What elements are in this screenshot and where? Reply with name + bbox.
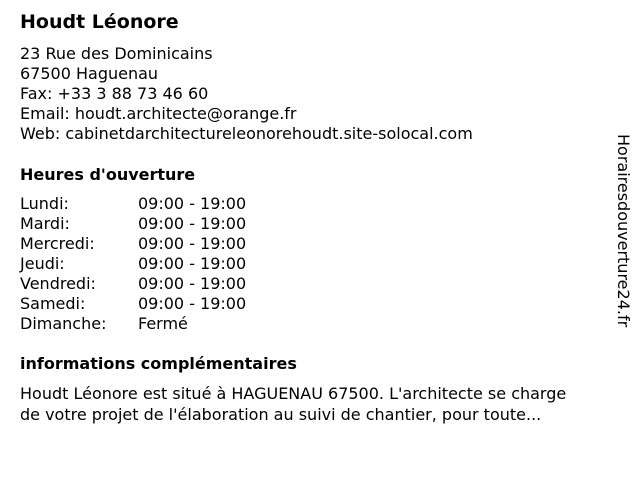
hours-row-friday: [20, 274, 320, 294]
hours-time-value: 09:00 - 19:00: [138, 194, 247, 213]
info-line: de votre projet de l'élaboration au suivi de chantier, pour toute...: [20, 405, 542, 424]
contact-block: [20, 44, 473, 144]
address-city: 67500 Haguenau: [20, 64, 159, 83]
fax-number: Fax: +33 3 88 73 46 60: [20, 84, 209, 103]
site-brand-watermark: [611, 134, 635, 370]
hours-row-saturday: [20, 294, 320, 314]
hours-time-value: 09:00 - 19:00: [138, 214, 247, 233]
hours-day-label: Lundi:: [20, 194, 69, 213]
site-brand-text: Horairesdouverture24.fr: [614, 134, 633, 328]
additional-info-heading: informations complémentaires: [20, 354, 297, 373]
hours-time-value: Fermé: [138, 314, 188, 333]
info-line: Houdt Léonore est situé à HAGUENAU 67500. L'architecte se charge: [20, 384, 567, 403]
hours-day-label: Samedi:: [20, 294, 86, 313]
hours-time-value: 09:00 - 19:00: [138, 294, 247, 313]
hours-day-label: Mardi:: [20, 214, 70, 233]
business-name: Houdt Léonore: [20, 11, 179, 33]
hours-row-thursday: [20, 254, 320, 274]
hours-row-wednesday: [20, 234, 320, 254]
opening-hours-table: [20, 194, 320, 334]
hours-row-tuesday: [20, 214, 320, 234]
hours-day-label: Mercredi:: [20, 234, 95, 253]
opening-hours-heading: Heures d'ouverture: [20, 165, 196, 184]
hours-day-label: Jeudi:: [20, 254, 65, 273]
hours-day-label: Vendredi:: [20, 274, 96, 293]
hours-row-monday: [20, 194, 320, 214]
hours-row-sunday: [20, 314, 320, 334]
hours-time-value: 09:00 - 19:00: [138, 274, 247, 293]
additional-info-text: [20, 383, 620, 425]
hours-day-label: Dimanche:: [20, 314, 107, 333]
hours-time-value: 09:00 - 19:00: [138, 254, 247, 273]
email-address: Email: houdt.architecte@orange.fr: [20, 104, 297, 123]
hours-time-value: 09:00 - 19:00: [138, 234, 247, 253]
website-url: Web: cabinetdarchitectureleonorehoudt.site-solocal.com: [20, 124, 473, 143]
address-street: 23 Rue des Dominicains: [20, 44, 213, 63]
